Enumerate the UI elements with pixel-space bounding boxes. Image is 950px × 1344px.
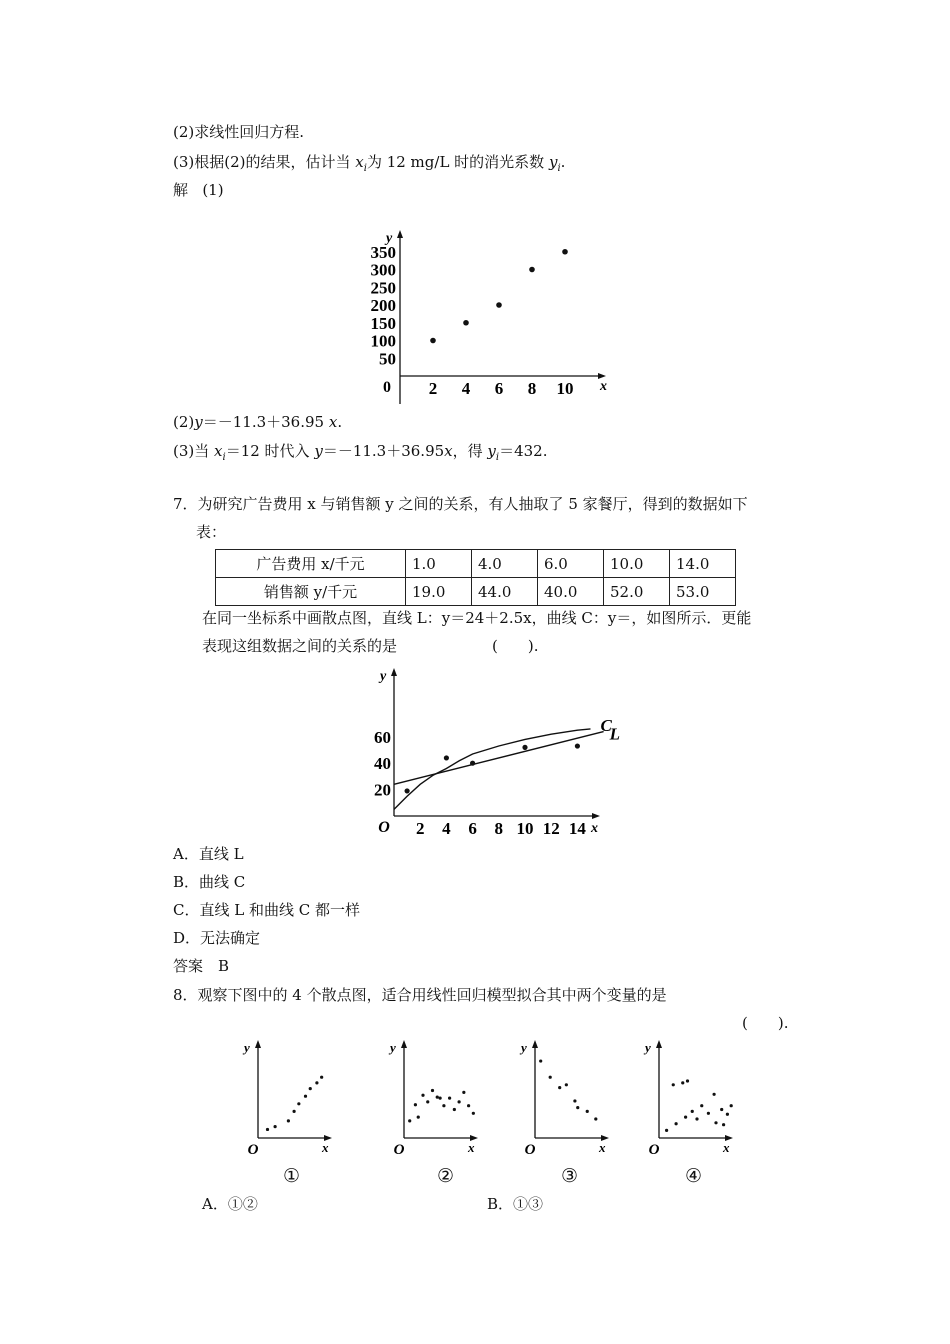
q7-stem-line1: 7．为研究广告费用 x 与销售额 y 之间的关系，有人抽取了 5 家餐厅，得到的数据如下 bbox=[173, 495, 748, 513]
x-tick-label: 4 bbox=[442, 819, 451, 838]
x-tick-label: 4 bbox=[461, 379, 471, 398]
x-tick-label: 2 bbox=[415, 819, 425, 838]
data-point bbox=[691, 1110, 694, 1113]
q8-scatter-4 bbox=[637, 1036, 737, 1164]
y-tick-label: 40 bbox=[374, 754, 391, 774]
curve-C bbox=[394, 729, 591, 810]
x-axis-label: x bbox=[723, 1140, 730, 1155]
y-tick-label: 60 bbox=[374, 727, 391, 747]
data-point bbox=[695, 1117, 698, 1120]
table-cell: 1.0 bbox=[406, 550, 472, 578]
origin-label: O bbox=[648, 1142, 660, 1158]
q8-scatter-2 bbox=[382, 1036, 482, 1164]
q6-solution-label: 解 (1) bbox=[173, 181, 224, 199]
data-point bbox=[722, 1123, 725, 1126]
data-point bbox=[681, 1081, 684, 1084]
origin-label: O bbox=[378, 819, 390, 836]
q7-data-table bbox=[215, 549, 736, 606]
origin-label: O bbox=[247, 1142, 259, 1158]
data-point bbox=[458, 1100, 461, 1103]
data-point bbox=[539, 1059, 542, 1062]
q6-part2-question: (2)求线性回归方程. bbox=[173, 123, 305, 141]
y-axis-label: y bbox=[386, 231, 393, 246]
x-axis-label: x bbox=[599, 1140, 606, 1155]
data-point bbox=[586, 1110, 589, 1113]
y-tick-label: 300 bbox=[370, 260, 396, 280]
table-cell: 销售额 y/千元 bbox=[216, 578, 406, 606]
y-axis-label: y bbox=[390, 1040, 396, 1055]
y-tick-label: 100 bbox=[370, 331, 396, 351]
table-cell: 44.0 bbox=[472, 578, 538, 606]
data-point bbox=[665, 1129, 668, 1132]
data-point bbox=[448, 1097, 451, 1100]
x-tick-label: 8 bbox=[527, 379, 537, 398]
data-point bbox=[470, 761, 475, 766]
y-tick-label: 200 bbox=[370, 296, 396, 315]
y-axis-arrow bbox=[532, 1040, 538, 1048]
data-point bbox=[558, 1086, 561, 1089]
q8-label-3: ③ bbox=[561, 1165, 579, 1187]
q7-bracket: ( ). bbox=[492, 637, 539, 655]
table-cell: 53.0 bbox=[670, 578, 736, 606]
data-point bbox=[287, 1119, 290, 1122]
line-L bbox=[394, 732, 604, 785]
q7-option-b: B．曲线 C bbox=[173, 873, 246, 891]
data-point bbox=[707, 1112, 710, 1115]
data-point bbox=[293, 1110, 296, 1113]
line-L-label: L bbox=[609, 724, 620, 744]
data-point bbox=[266, 1128, 269, 1131]
q8-stem: 8．观察下图中的 4 个散点图，适合用线性回归模型拟合其中两个变量的是 bbox=[173, 986, 667, 1004]
x-axis-label: x bbox=[600, 379, 607, 394]
data-point bbox=[431, 1089, 434, 1092]
data-point bbox=[320, 1076, 323, 1079]
data-point bbox=[405, 788, 410, 793]
data-point bbox=[442, 1104, 445, 1107]
y-axis-arrow bbox=[255, 1040, 261, 1048]
table-cell: 52.0 bbox=[604, 578, 670, 606]
x-tick-label: 6 bbox=[494, 379, 504, 398]
data-point bbox=[408, 1119, 411, 1122]
q8-scatter-3 bbox=[513, 1036, 613, 1164]
table-cell: 广告费用 x/千元 bbox=[216, 550, 406, 578]
data-point bbox=[467, 1104, 470, 1107]
q8-bracket: ( ). bbox=[742, 1014, 789, 1032]
q6-scatter-chart bbox=[360, 228, 620, 408]
data-point bbox=[430, 338, 436, 344]
y-tick-label: 350 bbox=[370, 242, 396, 262]
x-tick-label: 6 bbox=[468, 819, 477, 838]
x-tick-label: 12 bbox=[542, 819, 560, 838]
q8-label-1: ① bbox=[283, 1165, 301, 1187]
y-tick-label: 150 bbox=[370, 313, 396, 333]
q6-answer2: (2)y＝－11.3＋36.95 x. bbox=[173, 413, 343, 431]
y-axis-arrow bbox=[401, 1040, 407, 1048]
data-point bbox=[549, 1076, 552, 1079]
data-point bbox=[684, 1116, 687, 1119]
data-point bbox=[686, 1079, 689, 1082]
q8-scatter-1 bbox=[236, 1036, 336, 1164]
table-cell: 40.0 bbox=[538, 578, 604, 606]
q8-label-4: ④ bbox=[685, 1165, 703, 1187]
x-tick-label: 10 bbox=[556, 379, 574, 398]
y-axis-label: y bbox=[645, 1040, 651, 1055]
data-point bbox=[575, 743, 580, 748]
y-axis-arrow bbox=[656, 1040, 662, 1048]
q7-option-a: A．直线 L bbox=[173, 845, 244, 863]
data-point bbox=[522, 745, 527, 750]
x-axis-label: x bbox=[322, 1140, 329, 1155]
data-point bbox=[417, 1116, 420, 1119]
q8-option-b: B．①③ bbox=[487, 1195, 544, 1213]
data-point bbox=[439, 1097, 442, 1100]
data-point bbox=[309, 1087, 312, 1090]
data-point bbox=[414, 1103, 417, 1106]
y-axis-label: y bbox=[244, 1040, 250, 1055]
q7-option-c: C．直线 L 和曲线 C 都一样 bbox=[173, 901, 360, 919]
data-point bbox=[463, 320, 469, 326]
y-axis-arrow bbox=[391, 668, 397, 676]
data-point bbox=[426, 1100, 429, 1103]
table-cell: 19.0 bbox=[406, 578, 472, 606]
x-tick-label: 10 bbox=[516, 819, 534, 838]
data-point bbox=[304, 1095, 307, 1098]
q6-part3-question: (3)根据(2)的结果，估计当 $x_i$为 12 mg/L 时的消光系数 $y_i$. bbox=[173, 153, 566, 174]
data-point bbox=[436, 1096, 439, 1099]
table-cell: 6.0 bbox=[538, 550, 604, 578]
q8-label-2: ② bbox=[437, 1165, 455, 1187]
y-axis-arrow bbox=[397, 230, 403, 238]
table-cell: 10.0 bbox=[604, 550, 670, 578]
q7-after-line2: 表现这组数据之间的关系的是 bbox=[202, 637, 398, 655]
data-point bbox=[562, 249, 568, 255]
data-point bbox=[453, 1108, 456, 1111]
q7-option-d: D．无法确定 bbox=[173, 929, 261, 947]
x-tick-label: 2 bbox=[428, 379, 438, 398]
q7-scatter-chart bbox=[362, 664, 620, 842]
x-axis-label: x bbox=[591, 821, 598, 836]
data-point bbox=[421, 1094, 424, 1097]
data-point bbox=[529, 267, 535, 273]
y-tick-label: 50 bbox=[379, 349, 396, 369]
x-axis-label: x bbox=[468, 1140, 475, 1155]
data-point bbox=[672, 1083, 675, 1086]
x-tick-label: 8 bbox=[494, 819, 504, 838]
data-point bbox=[726, 1113, 729, 1116]
data-point bbox=[730, 1104, 733, 1107]
x-axis-arrow bbox=[592, 813, 600, 819]
data-point bbox=[675, 1122, 678, 1125]
data-point bbox=[444, 755, 449, 760]
data-point bbox=[573, 1099, 576, 1102]
x-tick-label: 14 bbox=[568, 819, 586, 838]
data-point bbox=[297, 1102, 300, 1105]
data-point bbox=[274, 1125, 277, 1128]
data-point bbox=[720, 1108, 723, 1111]
y-tick-label: 250 bbox=[370, 278, 396, 298]
y-axis-label: y bbox=[521, 1040, 527, 1055]
q6-answer3: (3)当 $x_i=12$ 时代入 y＝－11.3＋36.95x，得 $y_i=432$. bbox=[173, 442, 548, 463]
table-row bbox=[216, 550, 736, 578]
data-point bbox=[315, 1081, 318, 1084]
data-point bbox=[576, 1106, 579, 1109]
origin-label: 0 bbox=[383, 379, 391, 396]
q7-after-line1: 在同一坐标系中画散点图，直线 L：y＝24＋2.5x，曲线 C：y＝，如图所示．更能 bbox=[202, 609, 752, 627]
data-point bbox=[496, 302, 502, 308]
y-tick-label: 20 bbox=[374, 780, 391, 800]
origin-label: O bbox=[393, 1142, 405, 1158]
data-point bbox=[713, 1093, 716, 1096]
table-row bbox=[216, 578, 736, 606]
origin-label: O bbox=[524, 1142, 536, 1158]
q8-option-a: A．①② bbox=[202, 1195, 258, 1213]
data-point bbox=[594, 1117, 597, 1120]
data-point bbox=[462, 1091, 465, 1094]
y-axis-label: y bbox=[380, 669, 387, 684]
table-cell: 4.0 bbox=[472, 550, 538, 578]
data-point bbox=[472, 1112, 475, 1115]
q7-stem-line2: 表： bbox=[196, 523, 227, 541]
q7-answer: 答案 B bbox=[173, 957, 230, 975]
data-point bbox=[714, 1121, 717, 1124]
curve-C-label: C bbox=[600, 715, 612, 735]
data-point bbox=[565, 1083, 568, 1086]
table-cell: 14.0 bbox=[670, 550, 736, 578]
data-point bbox=[700, 1104, 703, 1107]
